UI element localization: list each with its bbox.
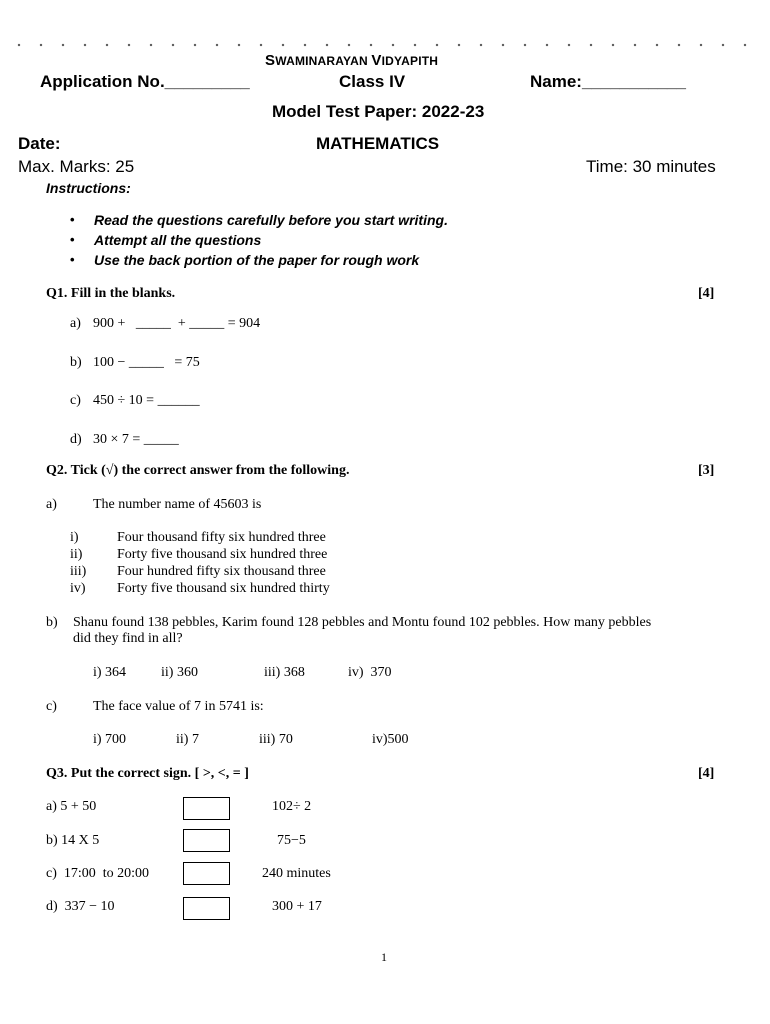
q1-item-a-label: a): [70, 316, 81, 331]
q2a-option-text: Four hundred fifty six thousand three: [117, 564, 326, 579]
q3-row-right: 75−5: [277, 833, 306, 848]
q1-item-d-text: 30 × 7 = _____: [93, 432, 179, 447]
q2a-option-text: Forty five thousand six hundred three: [117, 547, 328, 562]
school-initial-s: S: [265, 52, 276, 69]
q2b-question-line1: Shanu found 138 pebbles, Karim found 128 pebbles and Montu found 102 pebbles. How many pebbles: [73, 615, 652, 630]
school-initial-v: V: [371, 52, 382, 69]
q1-item-b-text: 100 − _____ = 75: [93, 355, 200, 370]
q3-row-left: a) 5 + 50: [46, 799, 97, 814]
q2a-option-text: Four thousand fifty six hundred three: [117, 530, 326, 545]
q2c-label: c): [46, 699, 57, 714]
answer-box[interactable]: [183, 897, 230, 920]
q2c-option: iv)500: [372, 732, 409, 747]
school-name-part1: WAMINARAYAN: [275, 54, 372, 68]
q1-item-d-label: d): [70, 432, 82, 447]
q3-row-right: 300 + 17: [272, 899, 322, 914]
q1-item-b-label: b): [70, 355, 82, 370]
q2c-option: i) 700: [93, 732, 127, 747]
student-name-field: Name:___________: [530, 72, 686, 91]
q2a-option-label: iv): [70, 581, 86, 596]
q2c-option: iii) 70: [259, 732, 293, 747]
q2a-option-label: iii): [70, 564, 87, 579]
subject-title: MATHEMATICS: [316, 134, 440, 153]
q1-item-a-text: 900 + _____ + _____ = 904: [93, 316, 261, 331]
application-number: Application No._________: [40, 72, 250, 91]
q1-title: Q1. Fill in the blanks.: [46, 286, 176, 301]
q3-row-left: c) 17:00 to 20:00: [46, 866, 150, 881]
q2a-option-label: i): [70, 530, 79, 545]
q2c-option: ii) 7: [176, 732, 199, 747]
q3-row-right: 102÷ 2: [272, 799, 312, 814]
q2-title: Q2. Tick (√) the correct answer from the following.: [46, 463, 350, 478]
instructions-heading: Instructions:: [46, 180, 131, 196]
page-number: 1: [381, 950, 387, 964]
test-paper-title: Model Test Paper: 2022-23: [272, 102, 485, 121]
answer-box[interactable]: [183, 862, 230, 885]
answer-box[interactable]: [183, 829, 230, 852]
q2a-label: a): [46, 497, 57, 512]
bullet-icon: •: [70, 212, 75, 227]
q1-item-c-label: c): [70, 393, 81, 408]
max-marks: Max. Marks: 25: [18, 157, 135, 176]
instruction-text: Read the questions carefully before you start writing.: [94, 212, 448, 228]
school-name: [265, 52, 438, 69]
q2a-option-label: ii): [70, 547, 83, 562]
bullet-icon: •: [70, 232, 75, 247]
q2b-option: iii) 368: [264, 665, 305, 680]
time-allowed: Time: 30 minutes: [586, 157, 716, 176]
instruction-item: [70, 212, 448, 228]
q3-title: Q3. Put the correct sign. [ >, <, = ]: [46, 766, 249, 781]
q3-row-right: 240 minutes: [262, 866, 331, 881]
instruction-item: [70, 232, 262, 248]
q2b-option: iv) 370: [348, 665, 392, 680]
q2a-option-text: Forty five thousand six hundred thirty: [117, 581, 330, 596]
q2a-question: The number name of 45603 is: [93, 497, 262, 512]
q2b-label: b): [46, 615, 58, 630]
instruction-text: Attempt all the questions: [94, 232, 262, 248]
q1-marks: [4]: [698, 286, 715, 301]
q2b-option: i) 364: [93, 665, 127, 680]
instruction-item: [70, 252, 420, 268]
school-name-part2: IDYAPITH: [381, 54, 439, 68]
bullet-icon: •: [70, 252, 75, 267]
class-label: Class IV: [339, 72, 406, 91]
q3-row-left: b) 14 X 5: [46, 833, 100, 848]
q2b-option: ii) 360: [161, 665, 198, 680]
instruction-text: Use the back portion of the paper for rough work: [94, 252, 420, 268]
q3-marks: [4]: [698, 766, 715, 781]
q2c-question: The face value of 7 in 5741 is:: [93, 699, 264, 714]
q2-marks: [3]: [698, 463, 715, 478]
answer-box[interactable]: [183, 797, 230, 820]
q3-row-left: d) 337 − 10: [46, 899, 115, 914]
q2b-question-line2: did they find in all?: [73, 631, 183, 646]
date-label: Date:: [18, 134, 61, 153]
q1-item-c-text: 450 ÷ 10 = ______: [93, 393, 200, 408]
top-dotted-border: [8, 42, 758, 48]
